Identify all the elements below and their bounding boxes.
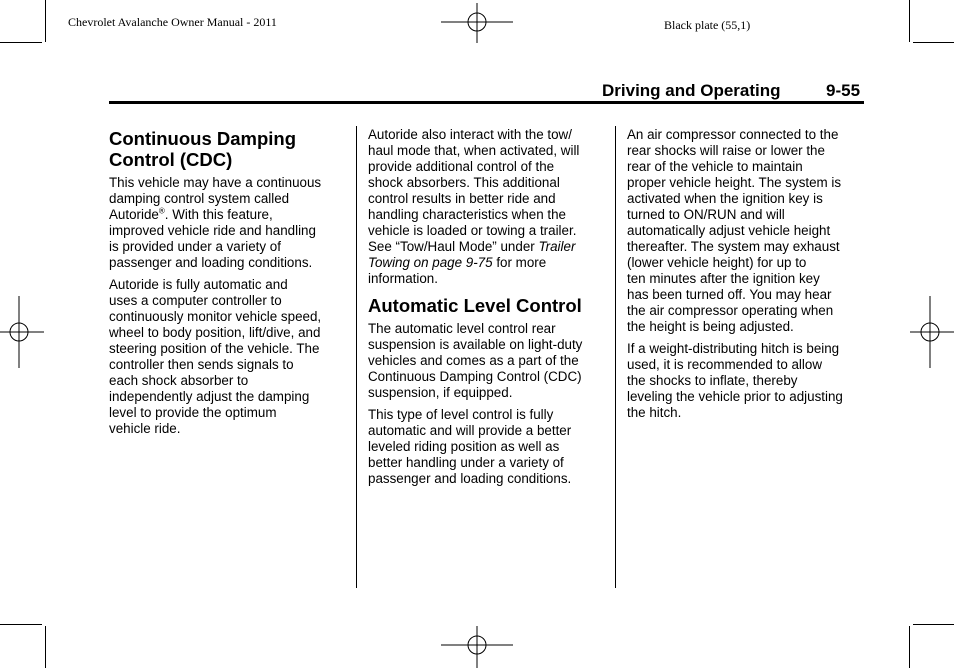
text-line: leveled riding position as well as (368, 439, 560, 454)
text-line: level to provide the optimum (109, 405, 277, 420)
text-line: passenger and loading conditions. (109, 255, 313, 270)
text-line: is provided under a variety of (109, 239, 281, 254)
text-fragment: for more (492, 255, 547, 270)
registered-mark: ® (158, 206, 165, 216)
registration-mark-icon (910, 296, 954, 368)
text-line: An air compressor connected to the (627, 127, 839, 142)
text-line: continuously monitor vehicle speed, (109, 309, 322, 324)
crop-mark (913, 42, 954, 43)
text-line: uses a computer controller to (109, 293, 282, 308)
crop-mark (913, 624, 954, 625)
plate-label: Black plate (55,1) (664, 18, 751, 32)
text-line: vehicle ride. (109, 421, 181, 436)
text-line: automatic and will provide a better (368, 423, 572, 438)
text-line: proper vehicle height. The system is (627, 175, 842, 190)
paragraph (109, 175, 349, 271)
paragraph (368, 321, 610, 401)
text-line: rear of the vehicle to maintain (627, 159, 803, 174)
header-rule (109, 101, 864, 104)
registration-mark-icon (0, 296, 44, 368)
heading-automatic-level-control: Automatic Level Control (368, 295, 582, 316)
text-line: leveling the vehicle prior to adjusting (627, 389, 843, 404)
column-2 (368, 127, 610, 493)
cross-reference-link[interactable]: Towing on page 9-75 (368, 255, 493, 270)
crop-mark (909, 626, 910, 668)
manual-title: Chevrolet Avalanche Owner Manual - 2011 (68, 15, 277, 29)
text-line: the air compressor operating when (627, 303, 834, 318)
text-line: the shocks to inflate, thereby (627, 373, 798, 388)
column-1 (109, 128, 349, 443)
text-line: This vehicle may have a continuous (109, 175, 322, 190)
text-line: This type of level control is fully (368, 407, 554, 422)
paragraph (627, 127, 869, 335)
text-line: damping control system called (109, 191, 290, 206)
text-line: The automatic level control rear (368, 321, 556, 336)
heading-cdc: Continuous Damping Control (CDC) (109, 128, 297, 170)
text-line: If a weight-distributing hitch is being (627, 341, 840, 356)
text-line: rear shocks will raise or lower the (627, 143, 825, 158)
text-line: vehicle is loaded or towing a trailer. (368, 223, 577, 238)
paragraph (368, 407, 610, 487)
text-line: has been turned off. You may hear (627, 287, 832, 302)
column-divider (615, 126, 616, 588)
text-line: Continuous Damping Control (CDC) (368, 369, 582, 384)
text-line: thereafter. The system may exhaust (627, 239, 840, 254)
registration-mark-icon (441, 3, 513, 43)
text-line: automatically adjust vehicle height (627, 223, 831, 238)
text-line: handling characteristics when the (368, 207, 566, 222)
column-3 (627, 127, 869, 427)
text-line: information. (368, 271, 438, 286)
text-line: passenger and loading conditions. (368, 471, 572, 486)
text-line: Autoride is fully automatic and (109, 277, 288, 292)
text-line: haul mode that, when activated, will (368, 143, 580, 158)
text-line: controller then sends signals to (109, 357, 294, 372)
crop-mark (0, 624, 42, 625)
text-line: provide additional control of the (368, 159, 555, 174)
text-line: better handling under a variety of (368, 455, 564, 470)
text-line: used, it is recommended to allow (627, 357, 823, 372)
crop-mark (45, 626, 46, 668)
crop-mark (0, 42, 42, 43)
text-line: (lower vehicle height) for up to (627, 255, 807, 270)
text-fragment: . With this feature, (164, 207, 273, 222)
crop-mark (909, 0, 910, 42)
crop-mark (45, 0, 46, 42)
text-line: Autoride also interact with the tow/ (368, 127, 572, 142)
column-divider (356, 126, 357, 588)
text-line: the height is being adjusted. (627, 319, 794, 334)
text-fragment: See “Tow/Haul Mode” under (368, 239, 539, 254)
text-line: shock absorbers. This additional (368, 175, 560, 190)
paragraph (368, 127, 610, 287)
registration-mark-icon (441, 626, 513, 668)
text-line: wheel to body position, lift/dive, and (109, 325, 321, 340)
text-line: turned to ON/RUN and will (627, 207, 785, 222)
section-title: Driving and Operating (602, 81, 781, 100)
paragraph (109, 277, 349, 437)
text-line: vehicles and comes as a part of the (368, 353, 579, 368)
text-line: the hitch. (627, 405, 682, 420)
text-line: ten minutes after the ignition key (627, 271, 820, 286)
text-line: steering position of the vehicle. The (109, 341, 320, 356)
text-line: suspension is available on light-duty (368, 337, 583, 352)
text-line: independently adjust the damping (109, 389, 310, 404)
text-line: suspension, if equipped. (368, 385, 513, 400)
text-line: control results in better ride and (368, 191, 556, 206)
text-fragment: Autoride (109, 207, 159, 222)
cross-reference-link[interactable]: Trailer (538, 239, 576, 254)
page-number: 9-55 (826, 81, 861, 100)
text-line: improved vehicle ride and handling (109, 223, 316, 238)
paragraph (627, 341, 869, 421)
text-line: activated when the ignition key is (627, 191, 823, 206)
text-line: each shock absorber to (109, 373, 249, 388)
